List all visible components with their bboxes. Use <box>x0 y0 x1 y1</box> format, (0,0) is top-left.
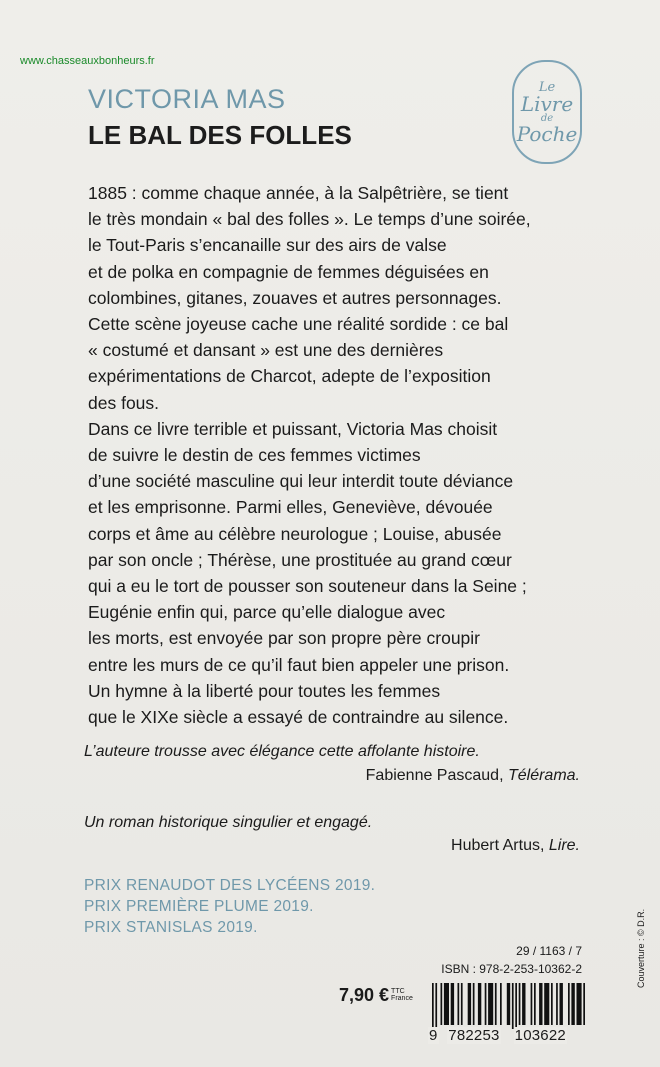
barcode-bar <box>544 983 549 1025</box>
price-region: France <box>391 995 413 1002</box>
blurb-line: par son oncle ; Thérèse, une prostituée au grand cœur <box>88 549 512 570</box>
barcode-bar <box>551 983 553 1025</box>
barcode-bar <box>507 983 510 1025</box>
barcode-bar <box>519 983 521 1025</box>
logo-text-poche: Poche <box>516 121 578 146</box>
barcode-bar <box>495 983 497 1025</box>
blurb-line: qui a eu le tort de pousser son souteneur dans la Seine ; <box>88 576 527 597</box>
barcode-bar <box>522 983 525 1025</box>
barcode-digits-left: 782253 <box>448 1027 500 1044</box>
barcode-bar <box>568 983 570 1025</box>
barcode-bar <box>539 983 542 1025</box>
blurb-line: Cette scène joyeuse cache une réalité sordide : ce bal <box>88 314 509 335</box>
blurb-line: entre les murs de ce qu’il faut bien appeler une prison. <box>88 654 510 675</box>
price-tax-note <box>391 988 413 1002</box>
review-quote: L’auteure trousse avec élégance cette affolante histoire. <box>84 743 480 760</box>
barcode-bar <box>534 983 536 1025</box>
barcode-bar <box>451 983 454 1025</box>
prize-item: PRIX PREMIÈRE PLUME 2019. <box>84 898 314 915</box>
barcode-bar <box>500 983 502 1025</box>
blurb-line: expérimentations de Charcot, adepte de l’exposition <box>88 366 491 387</box>
barcode-digits <box>428 1027 588 1044</box>
barcode-bar <box>473 983 475 1025</box>
barcode-bar <box>531 983 533 1025</box>
watermark-url: www.chasseauxbonheurs.fr <box>20 55 155 67</box>
barcode-bar <box>435 983 437 1029</box>
prize-item: PRIX RENAUDOT DES LYCÉENS 2019. <box>84 877 376 894</box>
barcode-digits-right: 103622 <box>514 1027 566 1044</box>
review-attribution <box>451 837 580 855</box>
barcode-bar <box>583 983 585 1025</box>
review-author: Fabienne Pascaud, <box>365 767 504 784</box>
logo-text-le: Le <box>538 79 556 95</box>
review-source: Télérama. <box>507 767 580 784</box>
blurb-line: le Tout-Paris s’encanaille sur des airs de valse <box>88 235 447 256</box>
author-name: VICTORIA MAS <box>88 84 286 114</box>
blurb-line: de suivre le destin de ces femmes victimes <box>88 445 421 466</box>
prizes-list <box>84 875 375 938</box>
price-ttc: TTC <box>391 988 405 995</box>
barcode-bar <box>468 983 471 1025</box>
blurb-text <box>88 180 588 730</box>
barcode-bar <box>560 983 563 1025</box>
barcode-bar <box>488 983 493 1025</box>
price-amount: 7,90 € <box>339 985 390 1005</box>
blurb-line: Dans ce livre terrible et puissant, Victoria Mas choisit <box>88 418 498 439</box>
blurb-line: que le XIXe siècle a essayé de contraindre au silence. <box>88 707 509 728</box>
blurb-line: 1885 : comme chaque année, à la Salpêtrière, se tient <box>88 183 509 203</box>
reference-number: 29 / 1163 / 7 <box>516 944 582 958</box>
blurb-line: les morts, est envoyée par son propre père croupir <box>88 628 480 649</box>
barcode-bar <box>515 983 517 1029</box>
barcode-bar <box>432 983 434 1029</box>
barcode-bar <box>556 983 558 1025</box>
barcode-bar <box>444 983 449 1025</box>
blurb-line: le très mondain « bal des folles ». Le temps d’une soirée, <box>88 209 531 230</box>
barcode-bar <box>461 983 463 1025</box>
blurb-line: et les emprisonne. Parmi elles, Geneviève, dévouée <box>88 497 493 518</box>
blurb-line: Eugénie enfin qui, parce qu’elle dialogue avec <box>88 602 446 623</box>
isbn: ISBN : 978-2-253-10362-2 <box>441 962 582 976</box>
blurb-line: corps et âme au célèbre neurologue ; Louise, abusée <box>88 523 502 544</box>
review-attribution <box>366 767 580 785</box>
barcode-bar <box>485 983 487 1025</box>
publisher-logo <box>512 60 582 164</box>
barcode-bar <box>577 983 582 1025</box>
logo-text-de: de <box>540 112 554 124</box>
barcode-bar <box>571 983 574 1025</box>
barcode-bars <box>428 983 588 1029</box>
barcode-digit-first: 9 <box>429 1027 438 1044</box>
logo-text-livre: Livre <box>520 91 574 116</box>
review-quote: Un roman historique singulier et engagé. <box>84 814 373 831</box>
barcode-bar <box>478 983 481 1025</box>
blurb-line: d’une société masculine qui leur interdit toute déviance <box>88 471 514 492</box>
blurb-line: colombines, gitanes, zouaves et autres personnages. <box>88 287 502 308</box>
price <box>339 985 413 1006</box>
barcode-bar <box>458 983 460 1025</box>
book-title: LE BAL DES FOLLES <box>88 120 352 150</box>
blurb-line: des fous. <box>88 392 160 413</box>
cover-credit: Couverture : © D.R. <box>636 908 646 988</box>
barcode-bar <box>512 983 514 1029</box>
blurb-line: et de polka en compagnie de femmes déguisées en <box>88 261 489 282</box>
review-author: Hubert Artus, <box>451 837 545 854</box>
review-source: Lire. <box>548 837 580 854</box>
blurb-line: Un hymne à la liberté pour toutes les femmes <box>88 680 441 701</box>
prize-item: PRIX STANISLAS 2019. <box>84 919 258 936</box>
blurb-line: « costumé et dansant » est une des dernières <box>88 340 444 361</box>
barcode-bar <box>441 983 443 1025</box>
